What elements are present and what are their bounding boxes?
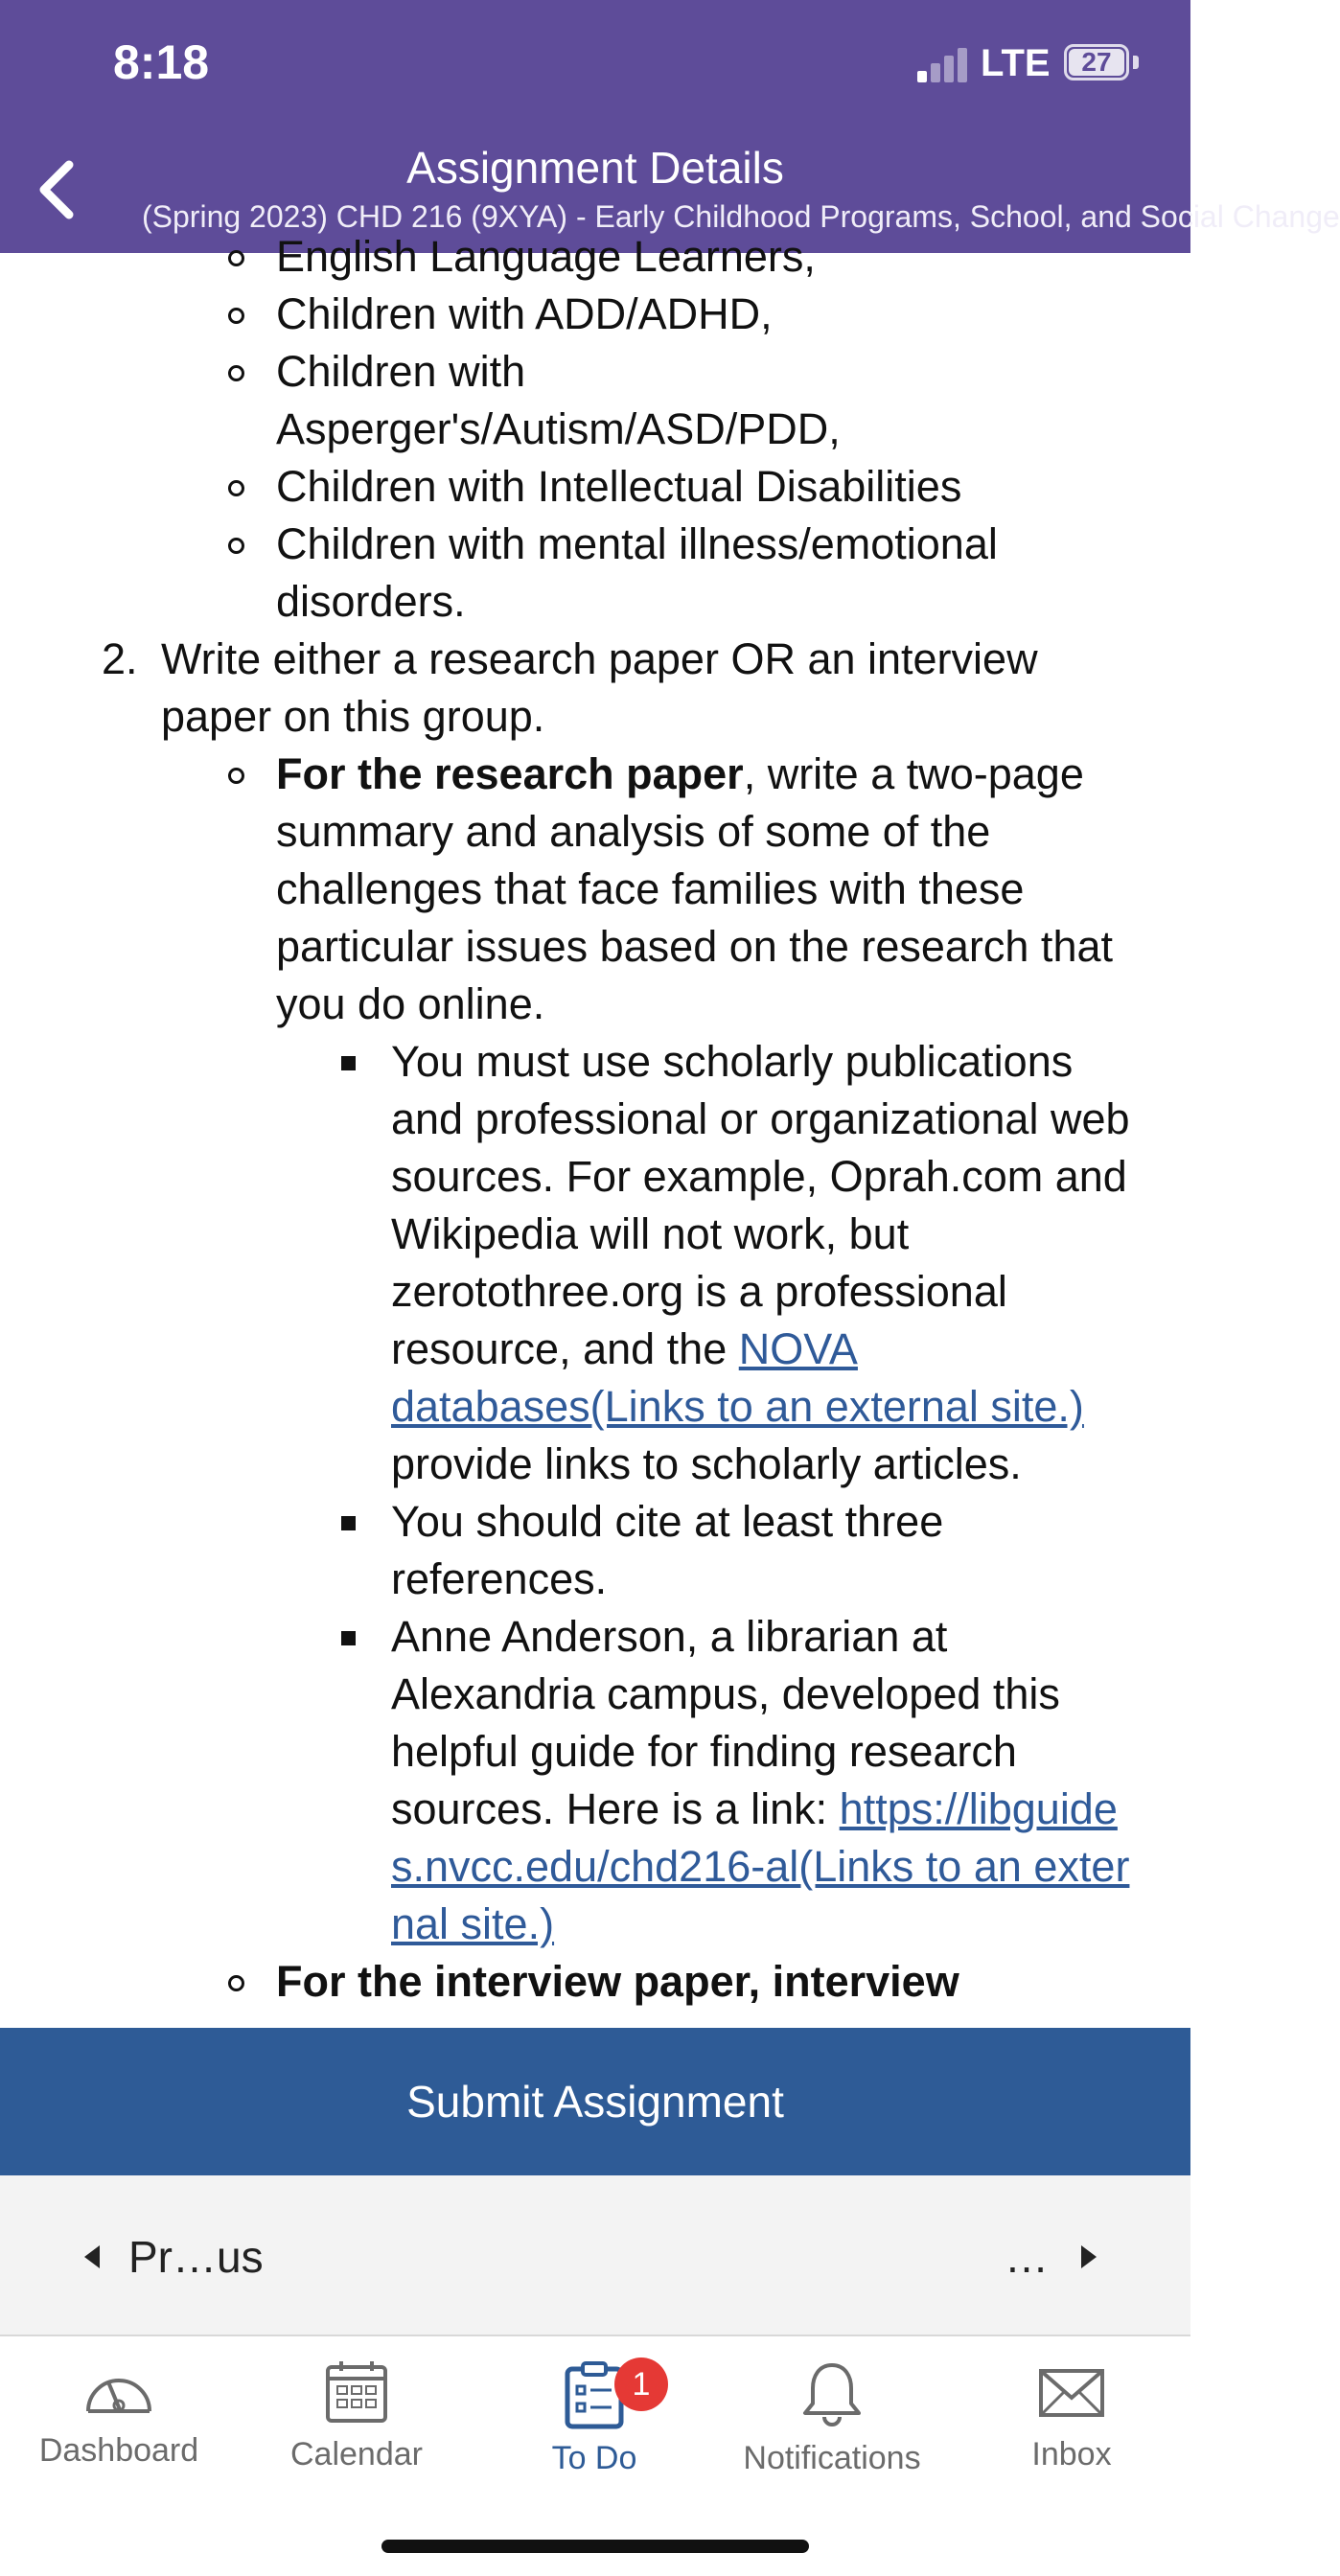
- assignment-pager: [0, 2175, 1190, 2336]
- libguides-link[interactable]: https://libguides.nvcc.edu/chd216-al(Links to an external site.): [391, 1784, 1130, 1948]
- assignment-description: [0, 232, 1190, 2028]
- groups-list: [0, 228, 1190, 631]
- home-indicator: [381, 2540, 809, 2553]
- bullet-references: You should cite at least three references.: [0, 1493, 1150, 1608]
- battery-level: 27: [1069, 49, 1124, 76]
- list-item: Children with Asperger's/Autism/ASD/PDD,: [0, 343, 1006, 458]
- previous-button[interactable]: Pr…us: [84, 2231, 264, 2283]
- research-paper-heading: For the research paper: [276, 749, 744, 798]
- calendar-icon: [324, 2359, 389, 2425]
- list-item: Children with Intellectual Disabilities: [0, 458, 1190, 516]
- step-2: [0, 631, 1112, 746]
- battery-cap: [1133, 56, 1139, 69]
- page-title: Assignment Details: [406, 143, 784, 193]
- triangle-left-icon: [84, 2245, 100, 2268]
- triangle-right-icon: [1081, 2245, 1097, 2268]
- tab-to-do[interactable]: 1 To Do: [475, 2350, 713, 2494]
- network-type: LTE: [981, 42, 1051, 84]
- submit-assignment-button[interactable]: Submit Assignment: [0, 2028, 1190, 2175]
- tab-calendar[interactable]: Calendar: [238, 2350, 475, 2494]
- interview-paper-item: For the interview paper, interview: [0, 1953, 1150, 2011]
- dashboard-gauge-icon: [81, 2359, 157, 2421]
- status-time: 8:18: [113, 35, 210, 89]
- research-paper-text: , write a two-page summary and analysis of some of the challenges that face families with these particular issues based on the research that you do online.: [276, 749, 1113, 1028]
- list-item: Children with ADD/ADHD,: [0, 286, 1190, 343]
- envelope-icon: [1037, 2359, 1106, 2425]
- research-paper-item: [0, 746, 1150, 1033]
- tab-inbox[interactable]: Inbox: [953, 2350, 1190, 2494]
- nova-databases-link[interactable]: NOVA databases(Links to an external site.): [391, 1324, 1084, 1431]
- step-number: 2.: [102, 634, 138, 683]
- step-2-text: Write either a research paper OR an interview paper on this group.: [161, 634, 1038, 741]
- tab-dashboard[interactable]: Dashboard: [0, 2350, 238, 2494]
- cellular-signal-icon: [917, 48, 971, 82]
- app-header: [0, 0, 1340, 253]
- list-item: English Language Learners,: [0, 228, 1190, 286]
- bullet-sources: You must use scholarly publications and professional or organizational web sources. For example, Oprah.com and Wikipedia will not work, but zerotothree.org is a professional resource, and the NOVA databases(Links to an external site.) provide links to scholarly articles.: [0, 1033, 1150, 1493]
- tab-notifications[interactable]: Notifications: [713, 2350, 951, 2494]
- bullet-guide: Anne Anderson, a librarian at Alexandria campus, developed this helpful guide for finding research sources. Here is a link: https://libguides.nvcc.edu/chd216-al(Links to an external site.): [0, 1608, 1150, 1953]
- todo-count-badge: 1: [614, 2358, 668, 2411]
- course-subtitle: (Spring 2023) CHD 216 (9XYA) - Early Childhood Programs, School, and Social Change: [142, 199, 1340, 234]
- battery-icon: [1064, 44, 1129, 80]
- list-item: Children with mental illness/emotional disorders.: [0, 516, 1064, 631]
- bell-icon: [799, 2359, 865, 2428]
- next-button[interactable]: …: [1005, 2231, 1097, 2283]
